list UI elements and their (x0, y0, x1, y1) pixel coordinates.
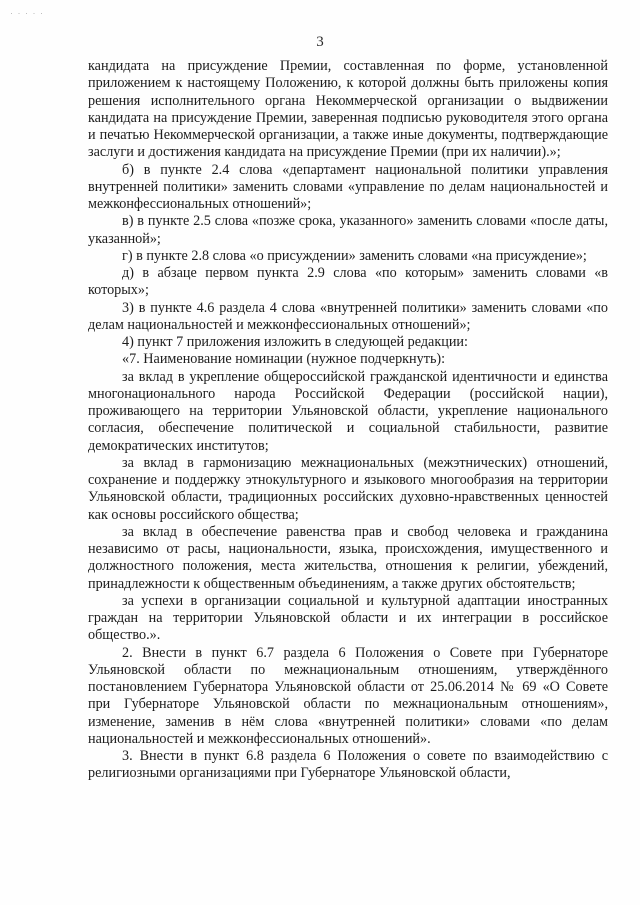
paragraph-section-2: 2. Внести в пункт 6.7 раздела 6 Положения о Совете при Губернаторе Ульяновской области по межнациональным отношениям, утверждённого постановлением Губернатора Ульяновской области от 25.06.2014 № 69 «О Совете при Губернаторе Ульяновской области по межнациональным отношениям», изменение, заменив в нём слова «внутренней политики» словами «по делам национальностей и межконфессиональных отношений». (88, 644, 608, 747)
paragraph-item-v: в) в пункте 2.5 слова «позже срока, указанного» заменить словами «после даты, указанной»; (88, 213, 608, 247)
paragraph-item-g: г) в пункте 2.8 слова «о присуждении» заменить словами «на присуждение»; (122, 247, 587, 264)
paragraph-nomination-4: за успехи в организации социальной и культурной адаптации иностранных граждан на территории Ульяновской области и их интеграции в российское общество.». (88, 592, 608, 644)
paragraph-nomination-2: за вклад в гармонизацию межнациональных (межэтнических) отношений, сохранение и поддержку этнокультурного и языкового многообразия на территории Ульяновской области, традиционных российских духовно-нравственных ценностей как основы российского общества; (88, 454, 608, 523)
scan-corner-mark: · · · · · (10, 8, 44, 18)
paragraph-nomination-1: за вклад в укрепление общероссийской гражданской идентичности и единства многонационального народа Российской Федерации (российской нации), проживающего на территории Ульяновской области, укрепление национального согласия, обеспечение политической и социальной стабильности, развитие демократических институтов; (88, 368, 608, 454)
document-body (88, 58, 608, 783)
page-number: 3 (316, 34, 324, 50)
paragraph-section-3: 3. Внести в пункт 6.8 раздела 6 Положения о совете по взаимодействию с религиозными организациями при Губернаторе Ульяновской области, (88, 748, 608, 782)
paragraph-item-b: б) в пункте 2.4 слова «департамент национальной политики управления внутренней политики» заменить словами «управление по делам национальностей и межконфессиональных отношений»; (88, 161, 608, 212)
paragraph-item-d: д) в абзаце первом пункта 2.9 слова «по которым» заменить словами «в которых»; (88, 265, 608, 299)
paragraph-item-4: 4) пункт 7 приложения изложить в следующей редакции: (122, 334, 468, 350)
paragraph-continuation: кандидата на присуждение Премии, составленная по форме, установленной приложением к настоящему Положению, к которой должны быть приложены копия решения исполнительного органа Некоммерческой организации о выдвижении кандидата на присуждение Премии, заверенная подписью руководителя этого органа и печатью Некоммерческой организации, а также иные документы, подтверждающие заслуги и достижения кандидата на присуждение Премии (при их наличии).»; (88, 58, 608, 161)
paragraph-item-3: 3) в пункте 4.6 раздела 4 слова «внутренней политики» заменить словами «по делам национальностей и межконфессиональных отношений»; (88, 299, 608, 333)
paragraph-nomination-heading: «7. Наименование номинации (нужное подчеркнуть): (122, 351, 446, 368)
paragraph-nomination-3: за вклад в обеспечение равенства прав и свобод человека и гражданина независимо от расы, национальности, языка, происхождения, имущественного и должностного положения, места жительства, отношения к религии, убеждений, принадлежности к общественным объединениям, а также других обстоятельств; (88, 523, 608, 592)
